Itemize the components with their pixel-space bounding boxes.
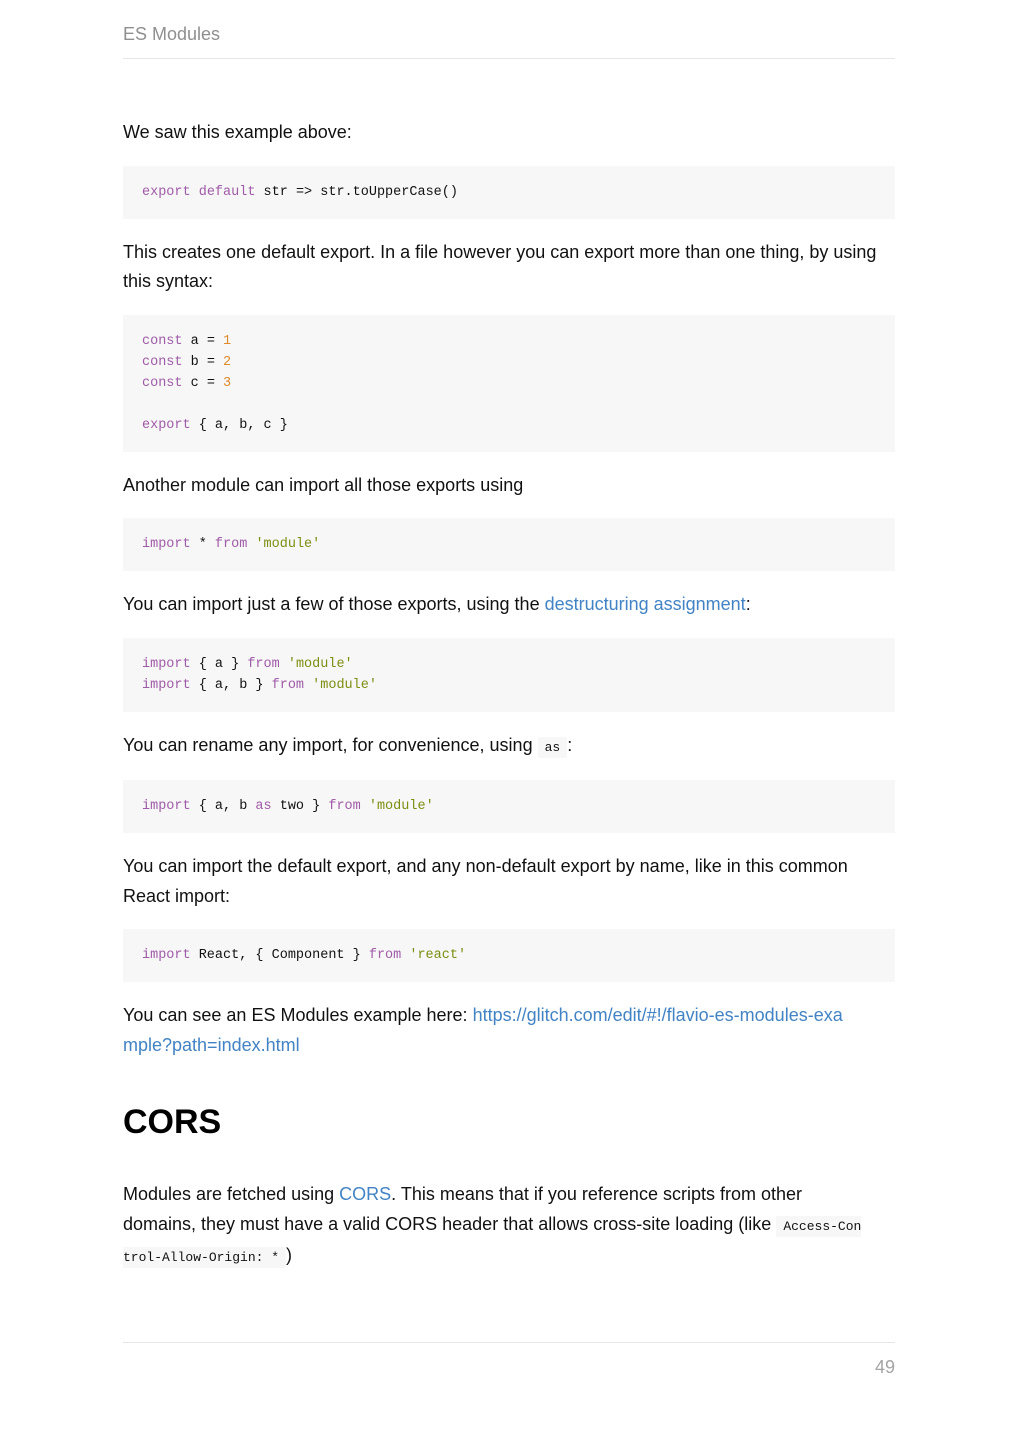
page [123, 0, 895, 1440]
code-number: 1 [223, 333, 232, 349]
destructuring-assignment-link[interactable]: destructuring assignment [544, 594, 746, 614]
code-keyword: import [142, 537, 191, 552]
text-segment: You can import just a few of those exports, using the [123, 594, 545, 614]
section-heading-cors: CORS [123, 1103, 222, 1141]
code-block-default-export [123, 166, 895, 219]
page-footer [123, 1342, 895, 1377]
code-keyword: const [142, 375, 183, 391]
code-block-import-few [123, 638, 895, 712]
glitch-example-link[interactable]: https://glitch.com/edit/#!/flavio-es-modules-example?path=index.html [123, 1005, 843, 1055]
code-text: str => str.toUpperCase() [255, 184, 458, 200]
code-keyword: import [142, 656, 191, 672]
code-text: two } [271, 799, 329, 814]
running-header [123, 22, 895, 59]
text-segment: You can rename any import, for convenience, using [123, 734, 538, 755]
code-text: * [190, 537, 215, 552]
text-segment: ) [286, 1245, 293, 1265]
code-block-rename-import [123, 780, 895, 833]
code-text: c = [182, 375, 224, 391]
code-keyword: const [142, 333, 183, 349]
paragraph-multiple-exports: This creates one default export. In a file however you can export more than one thing, by using this syntax: [123, 241, 877, 291]
paragraph-cors [123, 1180, 863, 1273]
code-keyword: const [142, 354, 183, 370]
inline-code-as: as [538, 737, 568, 758]
code-block-named-exports [123, 315, 895, 452]
code-text: { a } [190, 656, 248, 672]
text-segment: You can see an ES Modules example here: [123, 1005, 473, 1025]
page-number: 49 [874, 1357, 895, 1377]
code-keyword: from [247, 656, 280, 672]
code-keyword: default [198, 184, 256, 200]
paragraph-import-few [123, 590, 895, 620]
code-string: 'module' [255, 537, 321, 552]
paragraph-default-and-named: You can import the default export, and any non-default export by name, like in this common React import: [123, 856, 848, 906]
code-string: 'react' [409, 948, 467, 963]
code-text: React, { Component } [190, 948, 369, 963]
paragraph-import-all: Another module can import all those exports using [123, 474, 524, 495]
code-keyword: as [255, 799, 272, 814]
code-keyword: from [214, 537, 248, 552]
code-text: { a, b } [190, 677, 272, 693]
text-segment: Modules are fetched using [123, 1184, 340, 1204]
code-text: { a, b [190, 799, 256, 814]
paragraph-example-link [123, 1001, 853, 1060]
code-keyword: from [328, 799, 361, 814]
content [123, 118, 895, 1273]
code-keyword: export [142, 184, 191, 200]
code-keyword: from [368, 948, 402, 963]
code-text: { a, b, c } [190, 417, 288, 433]
code-keyword: import [142, 677, 191, 693]
code-string: 'module' [312, 677, 377, 693]
text-segment: . This means that if you reference scripts from other domains, they must have a valid CORS header that allows cross-site loading (like [123, 1184, 802, 1234]
code-number: 2 [223, 354, 232, 370]
code-number: 3 [223, 375, 232, 391]
code-keyword: export [142, 417, 191, 433]
cors-link[interactable]: CORS [339, 1184, 392, 1204]
code-string: 'module' [287, 656, 353, 672]
code-string: 'module' [368, 799, 434, 814]
code-keyword: import [142, 948, 191, 963]
code-text: a = [182, 333, 224, 349]
paragraph-intro: We saw this example above: [123, 122, 352, 142]
paragraph-rename-import [123, 731, 895, 763]
code-text: b = [182, 354, 224, 370]
code-block-import-all [123, 518, 895, 571]
text-segment: : [745, 594, 751, 614]
header-title: ES Modules [123, 24, 221, 44]
inline-code-cors-header: Access-Control-Allow-Origin: * [123, 1216, 861, 1269]
code-block-react-import [123, 929, 895, 982]
text-segment: : [567, 734, 573, 755]
code-keyword: from [271, 677, 305, 693]
code-keyword: import [142, 799, 191, 814]
